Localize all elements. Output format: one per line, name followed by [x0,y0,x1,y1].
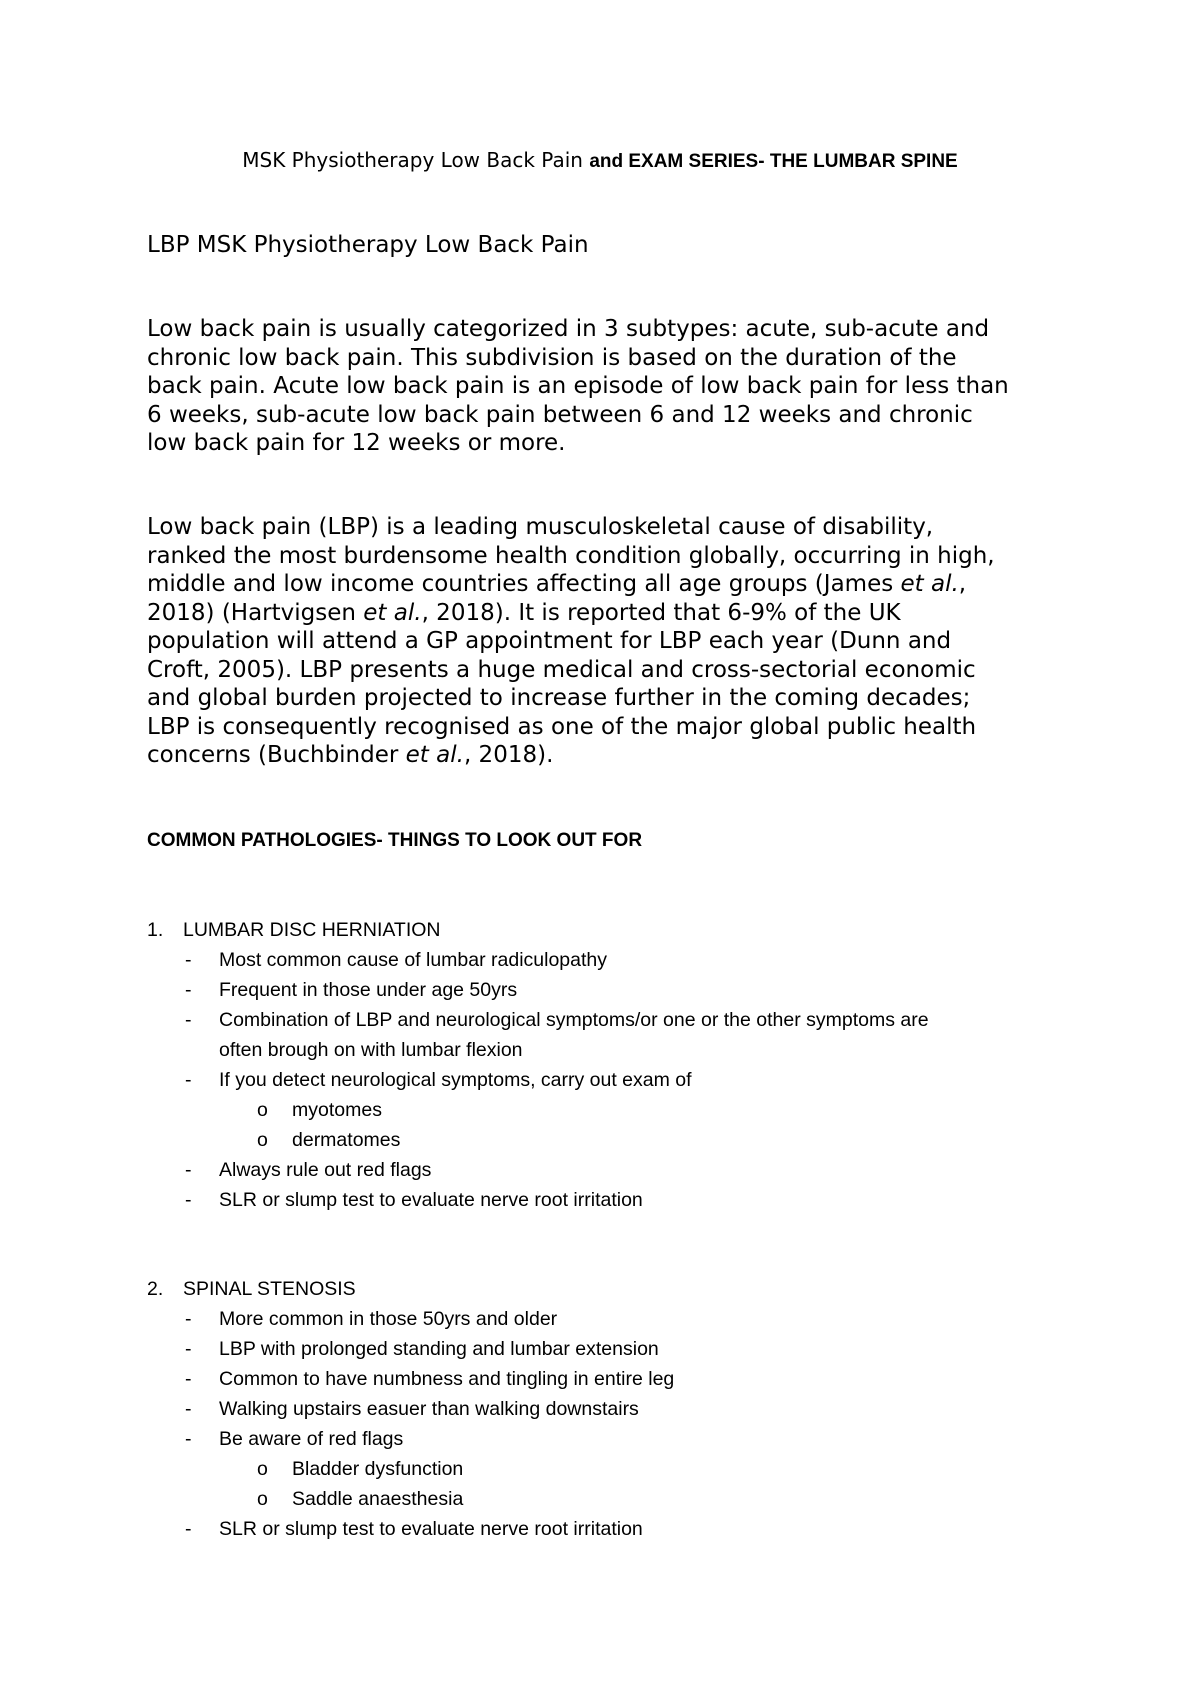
paragraph-line: chronic low back pain. This subdivision is based on the duration of the [147,344,957,371]
list-item-text: LBP with prolonged standing and lumbar extension [219,1338,659,1360]
list-item-text: More common in those 50yrs and older [219,1308,558,1330]
list-number: 1. [147,919,164,941]
list-item-text: Be aware of red flags [219,1428,404,1450]
list-item-text: Frequent in those under age 50yrs [219,979,518,1001]
circle-bullet: o [257,1488,268,1510]
paragraph-line [147,741,1087,770]
circle-bullet: o [257,1129,268,1151]
dash-bullet: - [185,1368,192,1390]
dash-bullet: - [185,1428,192,1450]
paragraph-line: low back pain for 12 weeks or more. [147,430,566,456]
text-run: , [958,571,967,597]
citation-etal: et al. [405,742,464,768]
paragraph-line [147,599,1087,628]
dash-bullet: - [185,1338,192,1360]
paragraph-line: LBP is consequently recognised as one of the major global public health [147,713,977,740]
circle-bullet: o [257,1099,268,1121]
paragraph-line: Low back pain is usually categorized in 3 subtypes: acute, sub-acute and [147,316,990,342]
paragraph-line: Low back pain (LBP) is a leading musculoskeletal cause of disability, [147,514,934,540]
list-heading-label: LUMBAR DISC HERNIATION [183,919,441,941]
list-item-text: Common to have numbness and tingling in entire leg [219,1368,675,1390]
paragraph-line [147,570,1087,599]
text-run: , 2018). It is reported that 6-9% of the UK [421,599,901,626]
list-item-text: Walking upstairs easuer than walking downstairs [219,1398,639,1420]
list-item-text: SLR or slump test to evaluate nerve root irritation [219,1518,643,1540]
list-item-text: Always rule out red flags [219,1159,432,1181]
paragraph-line: and global burden projected to increase further in the coming decades; [147,685,971,711]
paragraph-line: ranked the most burdensome health condition globally, occurring in high, [147,542,995,569]
citation-etal: et al. [363,599,422,626]
dash-bullet: - [185,1398,192,1420]
paragraph-line: population will attend a GP appointment for LBP each year (Dunn and [147,628,952,654]
list-item-text: If you detect neurological symptoms, carry out exam of [219,1069,692,1091]
dash-bullet: - [185,1308,192,1330]
paragraph-line: back pain. Acute low back pain is an episode of low back pain for less than [147,373,1009,399]
dash-bullet: - [185,979,192,1001]
paragraph-burden [147,513,1087,770]
dash-bullet: - [185,1069,192,1091]
text-run: concerns (Buchbinder [147,742,406,768]
circle-bullet: o [257,1458,268,1480]
sub-list-item-text: Saddle anaesthesia [292,1488,464,1510]
dash-bullet: - [185,1159,192,1181]
sub-list-item-text: dermatomes [292,1129,401,1151]
list-heading-label: SPINAL STENOSIS [183,1278,356,1300]
dash-bullet: - [185,1189,192,1211]
sub-list-item-text: Bladder dysfunction [292,1458,464,1480]
paragraph-subtypes [147,315,1087,458]
text-run: 2018) (Hartvigsen [147,599,364,626]
paragraph-line: Croft, 2005). LBP presents a huge medical and cross-sectorial economic [147,656,976,683]
list-number: 2. [147,1278,164,1300]
list-item-text: SLR or slump test to evaluate nerve root irritation [219,1189,643,1211]
dash-bullet: - [185,949,192,971]
document-title [0,148,1200,173]
list-item-text: often brough on with lumbar flexion [219,1039,523,1061]
text-run: , 2018). [463,742,554,768]
title-bold: and EXAM SERIES- THE LUMBAR SPINE [589,151,958,172]
dash-bullet: - [185,1518,192,1540]
dash-bullet: - [185,1009,192,1031]
text-run: middle and low income countries affecting all age groups (James [147,571,901,597]
title-regular: MSK Physiotherapy Low Back Pain [242,148,583,172]
paragraph-line: 6 weeks, sub-acute low back pain between 6 and 12 weeks and chronic [147,401,973,428]
subheading: LBP MSK Physiotherapy Low Back Pain [147,232,589,258]
list-item-text: Combination of LBP and neurological symptoms/or one or the other symptoms are [219,1009,929,1031]
list-item-text: Most common cause of lumbar radiculopathy [219,949,608,971]
citation-etal: et al. [900,571,959,597]
sub-list-item-text: myotomes [292,1099,382,1121]
section-heading: COMMON PATHOLOGIES- THINGS TO LOOK OUT FOR [147,830,643,851]
